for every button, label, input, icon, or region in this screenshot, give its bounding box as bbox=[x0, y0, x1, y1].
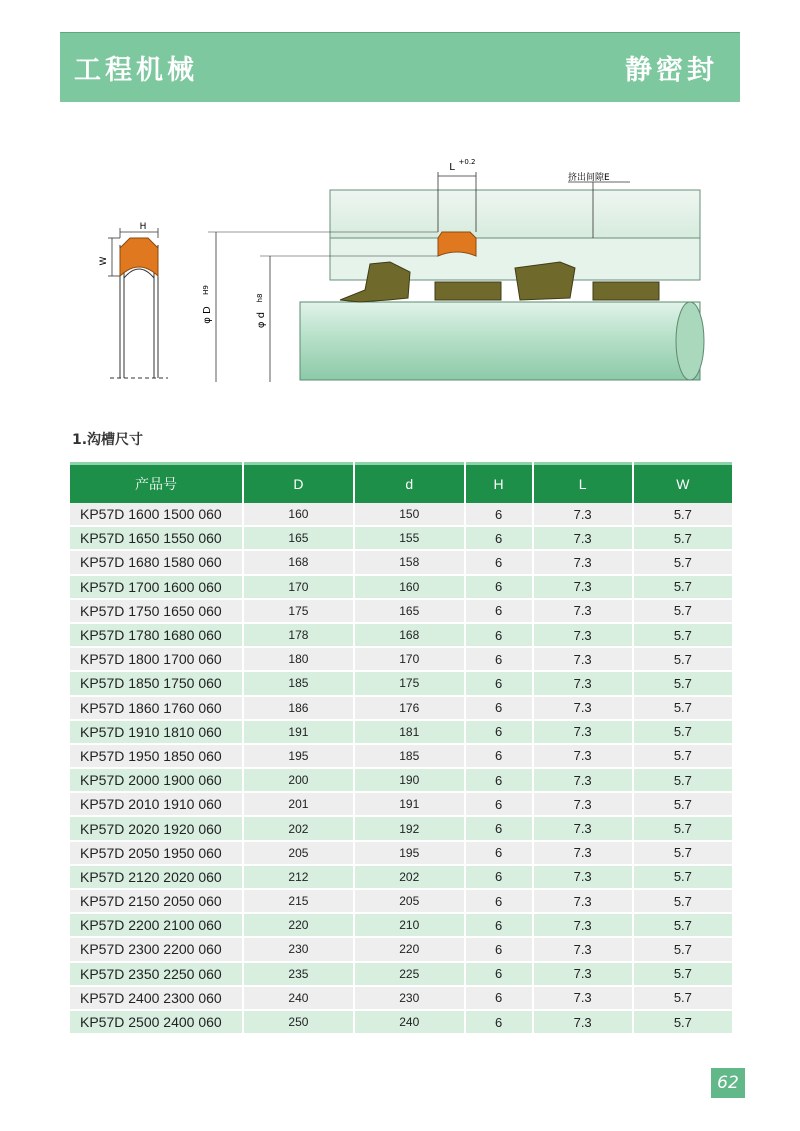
product-number-cell: KP57D 1650 1550 060 bbox=[70, 527, 242, 551]
table-cell-W: 5.7 bbox=[634, 672, 732, 696]
table-cell-L: 7.3 bbox=[534, 721, 632, 745]
table-cell-H: 6 bbox=[466, 1011, 532, 1035]
table-cell-W: 5.7 bbox=[634, 624, 732, 648]
product-number-cell: KP57D 1700 1600 060 bbox=[70, 576, 242, 600]
table-row bbox=[70, 817, 732, 841]
table-cell-L: 7.3 bbox=[534, 503, 632, 527]
table-cell-H: 6 bbox=[466, 745, 532, 769]
table-cell-W: 5.7 bbox=[634, 793, 732, 817]
backup-seal-right bbox=[515, 262, 575, 300]
table-row bbox=[70, 793, 732, 817]
table-row bbox=[70, 745, 732, 769]
table-cell-W: 5.7 bbox=[634, 842, 732, 866]
table-cell-W: 5.7 bbox=[634, 576, 732, 600]
table-cell-d: 175 bbox=[355, 672, 464, 696]
table-cell-d: 195 bbox=[355, 842, 464, 866]
table-row bbox=[70, 963, 732, 987]
table-cell-H: 6 bbox=[466, 648, 532, 672]
table-cell-L: 7.3 bbox=[534, 769, 632, 793]
category-title: 工程机械 bbox=[74, 55, 198, 86]
table-cell-D: 235 bbox=[244, 963, 353, 987]
table-cell-H: 6 bbox=[466, 938, 532, 962]
table-cell-H: 6 bbox=[466, 817, 532, 841]
table-row bbox=[70, 890, 732, 914]
table-cell-H: 6 bbox=[466, 890, 532, 914]
product-number-cell: KP57D 2350 2250 060 bbox=[70, 963, 242, 987]
table-cell-D: 170 bbox=[244, 576, 353, 600]
table-cell-W: 5.7 bbox=[634, 987, 732, 1011]
dimension-L-tolerance: +0.2 bbox=[458, 158, 476, 166]
table-cell-L: 7.3 bbox=[534, 697, 632, 721]
dimension-W-label: W bbox=[99, 256, 109, 266]
table-cell-W: 5.7 bbox=[634, 697, 732, 721]
static-seal bbox=[438, 232, 476, 256]
product-number-cell: KP57D 1750 1650 060 bbox=[70, 600, 242, 624]
table-cell-H: 6 bbox=[466, 769, 532, 793]
table-cell-W: 5.7 bbox=[634, 1011, 732, 1035]
table-cell-D: 201 bbox=[244, 793, 353, 817]
table-cell-D: 160 bbox=[244, 503, 353, 527]
table-cell-D: 165 bbox=[244, 527, 353, 551]
table-cell-H: 6 bbox=[466, 793, 532, 817]
table-row bbox=[70, 987, 732, 1011]
table-cell-D: 180 bbox=[244, 648, 353, 672]
table-cell-L: 7.3 bbox=[534, 938, 632, 962]
table-cell-D: 178 bbox=[244, 624, 353, 648]
table-cell-L: 7.3 bbox=[534, 1011, 632, 1035]
section-title: 1.沟槽尺寸 bbox=[72, 432, 144, 448]
extrusion-gap-label: 挤出间隙E bbox=[568, 173, 610, 183]
product-number-cell: KP57D 1860 1760 060 bbox=[70, 697, 242, 721]
product-number-cell: KP57D 1680 1580 060 bbox=[70, 551, 242, 575]
table-cell-d: 210 bbox=[355, 914, 464, 938]
table-cell-H: 6 bbox=[466, 866, 532, 890]
table-cell-W: 5.7 bbox=[634, 745, 732, 769]
table-row bbox=[70, 721, 732, 745]
table-row bbox=[70, 503, 732, 527]
table-cell-L: 7.3 bbox=[534, 866, 632, 890]
table-cell-D: 200 bbox=[244, 769, 353, 793]
product-number-cell: KP57D 2400 2300 060 bbox=[70, 987, 242, 1011]
table-row bbox=[70, 576, 732, 600]
table-cell-W: 5.7 bbox=[634, 503, 732, 527]
table-cell-L: 7.3 bbox=[534, 793, 632, 817]
table-cell-D: 215 bbox=[244, 890, 353, 914]
table-cell-H: 6 bbox=[466, 576, 532, 600]
table-cell-W: 5.7 bbox=[634, 817, 732, 841]
table-cell-D: 168 bbox=[244, 551, 353, 575]
table-cell-L: 7.3 bbox=[534, 551, 632, 575]
housing bbox=[330, 190, 700, 238]
table-cell-D: 230 bbox=[244, 938, 353, 962]
header-banner bbox=[60, 32, 740, 102]
table-row bbox=[70, 600, 732, 624]
table-cell-d: 205 bbox=[355, 890, 464, 914]
table-cell-W: 5.7 bbox=[634, 866, 732, 890]
product-number-cell: KP57D 2200 2100 060 bbox=[70, 914, 242, 938]
table-row bbox=[70, 866, 732, 890]
product-number-cell: KP57D 1800 1700 060 bbox=[70, 648, 242, 672]
header-W: W bbox=[634, 462, 732, 503]
table-row bbox=[70, 527, 732, 551]
table-row bbox=[70, 697, 732, 721]
table-cell-H: 6 bbox=[466, 527, 532, 551]
table-cell-d: 230 bbox=[355, 987, 464, 1011]
dimension-H-label: H bbox=[139, 222, 147, 232]
product-number-cell: KP57D 1950 1850 060 bbox=[70, 745, 242, 769]
table-cell-d: 170 bbox=[355, 648, 464, 672]
table-cell-H: 6 bbox=[466, 697, 532, 721]
table-row bbox=[70, 648, 732, 672]
table-cell-W: 5.7 bbox=[634, 527, 732, 551]
table-body bbox=[70, 503, 732, 1035]
table-header-row bbox=[70, 462, 732, 503]
groove-dimension-table bbox=[68, 462, 734, 1035]
product-type-title: 静密封 bbox=[625, 55, 718, 86]
table-cell-H: 6 bbox=[466, 551, 532, 575]
table-cell-L: 7.3 bbox=[534, 914, 632, 938]
table-cell-W: 5.7 bbox=[634, 769, 732, 793]
table-cell-H: 6 bbox=[466, 963, 532, 987]
product-number-cell: KP57D 2300 2200 060 bbox=[70, 938, 242, 962]
table-cell-d: 150 bbox=[355, 503, 464, 527]
table-cell-L: 7.3 bbox=[534, 963, 632, 987]
header-H: H bbox=[466, 462, 532, 503]
table-cell-d: 168 bbox=[355, 624, 464, 648]
table-cell-H: 6 bbox=[466, 600, 532, 624]
table-cell-D: 202 bbox=[244, 817, 353, 841]
table-cell-H: 6 bbox=[466, 721, 532, 745]
table-cell-D: 250 bbox=[244, 1011, 353, 1035]
table-cell-D: 175 bbox=[244, 600, 353, 624]
table-cell-W: 5.7 bbox=[634, 938, 732, 962]
table-row bbox=[70, 938, 732, 962]
table-cell-d: 185 bbox=[355, 745, 464, 769]
seal-cross-section bbox=[108, 228, 168, 378]
seal-groove-diagram bbox=[90, 150, 710, 390]
table-cell-L: 7.3 bbox=[534, 624, 632, 648]
table-cell-L: 7.3 bbox=[534, 817, 632, 841]
table-cell-d: 240 bbox=[355, 1011, 464, 1035]
rod bbox=[300, 302, 700, 380]
product-number-cell: KP57D 2050 1950 060 bbox=[70, 842, 242, 866]
header-D: D bbox=[244, 462, 353, 503]
table-cell-H: 6 bbox=[466, 842, 532, 866]
table-row bbox=[70, 624, 732, 648]
table-cell-d: 155 bbox=[355, 527, 464, 551]
table-cell-L: 7.3 bbox=[534, 527, 632, 551]
diameter-d-tolerance: h8 bbox=[256, 293, 264, 303]
table-cell-W: 5.7 bbox=[634, 963, 732, 987]
table-cell-D: 220 bbox=[244, 914, 353, 938]
table-cell-d: 220 bbox=[355, 938, 464, 962]
table-cell-H: 6 bbox=[466, 987, 532, 1011]
table-cell-L: 7.3 bbox=[534, 987, 632, 1011]
table-cell-D: 212 bbox=[244, 866, 353, 890]
product-number-cell: KP57D 1780 1680 060 bbox=[70, 624, 242, 648]
table-cell-d: 192 bbox=[355, 817, 464, 841]
table-cell-D: 191 bbox=[244, 721, 353, 745]
table-cell-H: 6 bbox=[466, 624, 532, 648]
table-cell-D: 240 bbox=[244, 987, 353, 1011]
table-cell-W: 5.7 bbox=[634, 551, 732, 575]
diameter-D-label: φ D bbox=[202, 306, 213, 324]
table-cell-d: 225 bbox=[355, 963, 464, 987]
table-cell-D: 185 bbox=[244, 672, 353, 696]
table-cell-L: 7.3 bbox=[534, 648, 632, 672]
table-row bbox=[70, 672, 732, 696]
table-cell-d: 160 bbox=[355, 576, 464, 600]
table-cell-L: 7.3 bbox=[534, 890, 632, 914]
product-number-cell: KP57D 2000 1900 060 bbox=[70, 769, 242, 793]
dimension-L-label: L bbox=[449, 162, 455, 173]
product-number-cell: KP57D 2020 1920 060 bbox=[70, 817, 242, 841]
product-number-cell: KP57D 1850 1750 060 bbox=[70, 672, 242, 696]
table-cell-L: 7.3 bbox=[534, 745, 632, 769]
table-cell-H: 6 bbox=[466, 503, 532, 527]
table-cell-W: 5.7 bbox=[634, 890, 732, 914]
table-cell-D: 195 bbox=[244, 745, 353, 769]
product-number-cell: KP57D 2500 2400 060 bbox=[70, 1011, 242, 1035]
diameter-d-label: φ d bbox=[256, 311, 267, 329]
product-number-cell: KP57D 2010 1910 060 bbox=[70, 793, 242, 817]
header-d: d bbox=[355, 462, 464, 503]
table-cell-L: 7.3 bbox=[534, 576, 632, 600]
product-number-cell: KP57D 1910 1810 060 bbox=[70, 721, 242, 745]
table-row bbox=[70, 914, 732, 938]
table-cell-d: 191 bbox=[355, 793, 464, 817]
table-row bbox=[70, 842, 732, 866]
product-number-cell: KP57D 1600 1500 060 bbox=[70, 503, 242, 527]
table-cell-d: 202 bbox=[355, 866, 464, 890]
table-cell-D: 186 bbox=[244, 697, 353, 721]
table-cell-L: 7.3 bbox=[534, 842, 632, 866]
table-cell-W: 5.7 bbox=[634, 648, 732, 672]
table-cell-L: 7.3 bbox=[534, 600, 632, 624]
header-product-no: 产品号 bbox=[70, 462, 242, 503]
table-cell-d: 165 bbox=[355, 600, 464, 624]
table-row bbox=[70, 769, 732, 793]
table-cell-D: 205 bbox=[244, 842, 353, 866]
page-number: 62 bbox=[711, 1068, 745, 1098]
table-cell-L: 7.3 bbox=[534, 672, 632, 696]
table-cell-d: 176 bbox=[355, 697, 464, 721]
seal-ring-1 bbox=[435, 282, 501, 300]
table-cell-W: 5.7 bbox=[634, 914, 732, 938]
product-number-cell: KP57D 2150 2050 060 bbox=[70, 890, 242, 914]
table-cell-H: 6 bbox=[466, 672, 532, 696]
table-row bbox=[70, 551, 732, 575]
table-cell-H: 6 bbox=[466, 914, 532, 938]
header-L: L bbox=[534, 462, 632, 503]
table-cell-d: 158 bbox=[355, 551, 464, 575]
diameter-D-tolerance: H9 bbox=[202, 285, 210, 295]
seal-ring-2 bbox=[593, 282, 659, 300]
table-cell-W: 5.7 bbox=[634, 600, 732, 624]
table-cell-W: 5.7 bbox=[634, 721, 732, 745]
table-cell-d: 190 bbox=[355, 769, 464, 793]
product-number-cell: KP57D 2120 2020 060 bbox=[70, 866, 242, 890]
table-row bbox=[70, 1011, 732, 1035]
table-cell-d: 181 bbox=[355, 721, 464, 745]
